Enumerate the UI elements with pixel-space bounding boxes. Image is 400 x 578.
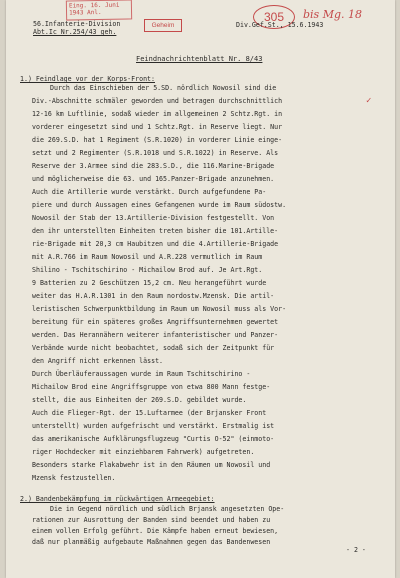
- text-line: und möglicherweise die 63. und 165.Panzer-Brigade anzunehmen.: [32, 175, 275, 183]
- geheim-stamp: Geheim: [144, 19, 182, 32]
- red-check-mark: ✓: [366, 96, 372, 106]
- text-line: riger Hochdecker mit einziehbarem Fahrwerk) aufgetreten.: [32, 448, 255, 456]
- text-line: werden. Das Herannähern weiterer infanteristischer und Panzer-: [32, 331, 279, 339]
- text-line: Durch das Einschieben der 5.SD. nördlich Nowosil sind die: [50, 84, 277, 92]
- division-name: 56.Infanterie-Division: [33, 20, 121, 28]
- text-line: leristischen Schwerpunktbildung im Raum um Nowosil muss als Vor-: [32, 305, 287, 313]
- circled-number: 305: [253, 5, 295, 29]
- text-line: 12-16 km Luftlinie, sodaß wieder im allgemeinen 2 Schtz.Rgt. in: [32, 110, 283, 118]
- text-line: Auch die Artillerie wurde verstärkt. Durch aufgefundene Pa-: [32, 188, 267, 196]
- text-line: rationen zur Ausrottung der Banden sind beendet und haben zu: [32, 516, 271, 524]
- text-line: Besonders starke Flakabwehr ist in den Räumen um Nowosil und: [32, 461, 271, 469]
- text-line: Mzensk festzustellen.: [32, 474, 116, 482]
- text-line: den ihr unterstellten Einheiten treten bisher die 101.Artille-: [32, 227, 279, 235]
- text-line: den Angriff nicht erkennen lässt.: [32, 357, 164, 365]
- page-number: - 2 -: [346, 546, 366, 554]
- text-line: weiter das H.A.R.1301 in den Raum nordostw.Mzensk. Die artil-: [32, 292, 275, 300]
- section-1-heading: 1.) Feindlage vor der Korps-Front:: [20, 75, 155, 83]
- text-line: stellt, die aus Einheiten der 269.S.D. gebildet wurde.: [32, 396, 247, 404]
- text-line: rie-Brigade mit 20,3 cm Haubitzen und die 4.Artillerie-Brigade: [32, 240, 279, 248]
- text-line: piere und durch Aussagen eines Gefangenen wurde im Raum südostw.: [32, 201, 287, 209]
- header-left: [33, 20, 120, 36]
- reference-number: Abt.Ic Nr.254/43 geh.: [33, 28, 117, 37]
- text-line: die 269.S.D. hat 1 Regiment (S.R.1020) in vorderer Linie einge-: [32, 136, 283, 144]
- text-line: mit A.R.766 im Raum Nowosil und A.R.228 vermutlich im Raum: [32, 253, 263, 261]
- text-line: setzt und 2 Regimenter (S.R.1018 und S.R.1022) in Reserve. Als: [32, 149, 279, 157]
- text-line: einem vollen Erfolg geführt. Die Kämpfe haben erneut bewiesen,: [32, 527, 279, 535]
- location-date: Div.Gef.St., 15.6.1943: [236, 21, 324, 29]
- document-title: Feindnachrichtenblatt Nr. 8/43: [136, 55, 263, 63]
- text-line: Shilino - Tschitschirino - Michailow Brod auf. Je Art.Rgt.: [32, 266, 263, 274]
- section-2-heading: 2.) Bandenbekämpfung im rückwärtigen Armeegebiet:: [20, 495, 215, 503]
- text-line: das amerikanische Aufklärungsflugzeug "Curtis O-52" (einmoto-: [32, 435, 275, 443]
- text-line: bereitung für ein späteres großes Angriffsunternehmen gewertet: [32, 318, 279, 326]
- text-line: unterstellt) wurden aufgefrischt und verstärkt. Erstmalig ist: [32, 422, 275, 430]
- received-stamp-text: Eing. 16. Juni 1943 Anl.: [68, 1, 120, 17]
- text-line: daß nur planmäßig aufgebaute Maßnahmen gegen das Bandenwesen: [32, 538, 271, 546]
- text-line: Reserve der 3.Armee sind die 283.S.D., die 116.Marine-Brigade: [32, 162, 275, 170]
- text-line: Nowosil der Stab der 13.Artillerie-Division festgestellt. Von: [32, 214, 275, 222]
- text-line: 9 Batterien zu 2 Geschützen 15,2 cm. Neu herangeführt wurde: [32, 279, 267, 287]
- text-line: Michailow Brod eine Angriffsgruppe von etwa 800 Mann festge-: [32, 383, 271, 391]
- text-line: Die in Gegend nördlich und südlich Brjansk angesetzten Ope-: [50, 505, 285, 513]
- text-line: Durch Überläuferaussagen wurde im Raum Tschitschirino -: [32, 370, 251, 378]
- handwritten-note: bis Mg. 18: [303, 8, 362, 21]
- text-line: Div.-Abschnitte schmäler geworden und betragen durchschnittlich: [32, 97, 283, 105]
- text-line: Auch die Flieger-Rgt. der 15.Luftarmee (der Brjansker Front: [32, 409, 267, 417]
- text-line: vorderer eingesetzt sind und 1 Schtz.Rgt. in Reserve liegt. Nur: [32, 123, 283, 131]
- document-page: [6, 0, 395, 578]
- received-stamp: [66, 0, 132, 21]
- text-line: Verbände wurde nicht beobachtet, sodaß sich der Zeitpunkt für: [32, 344, 275, 352]
